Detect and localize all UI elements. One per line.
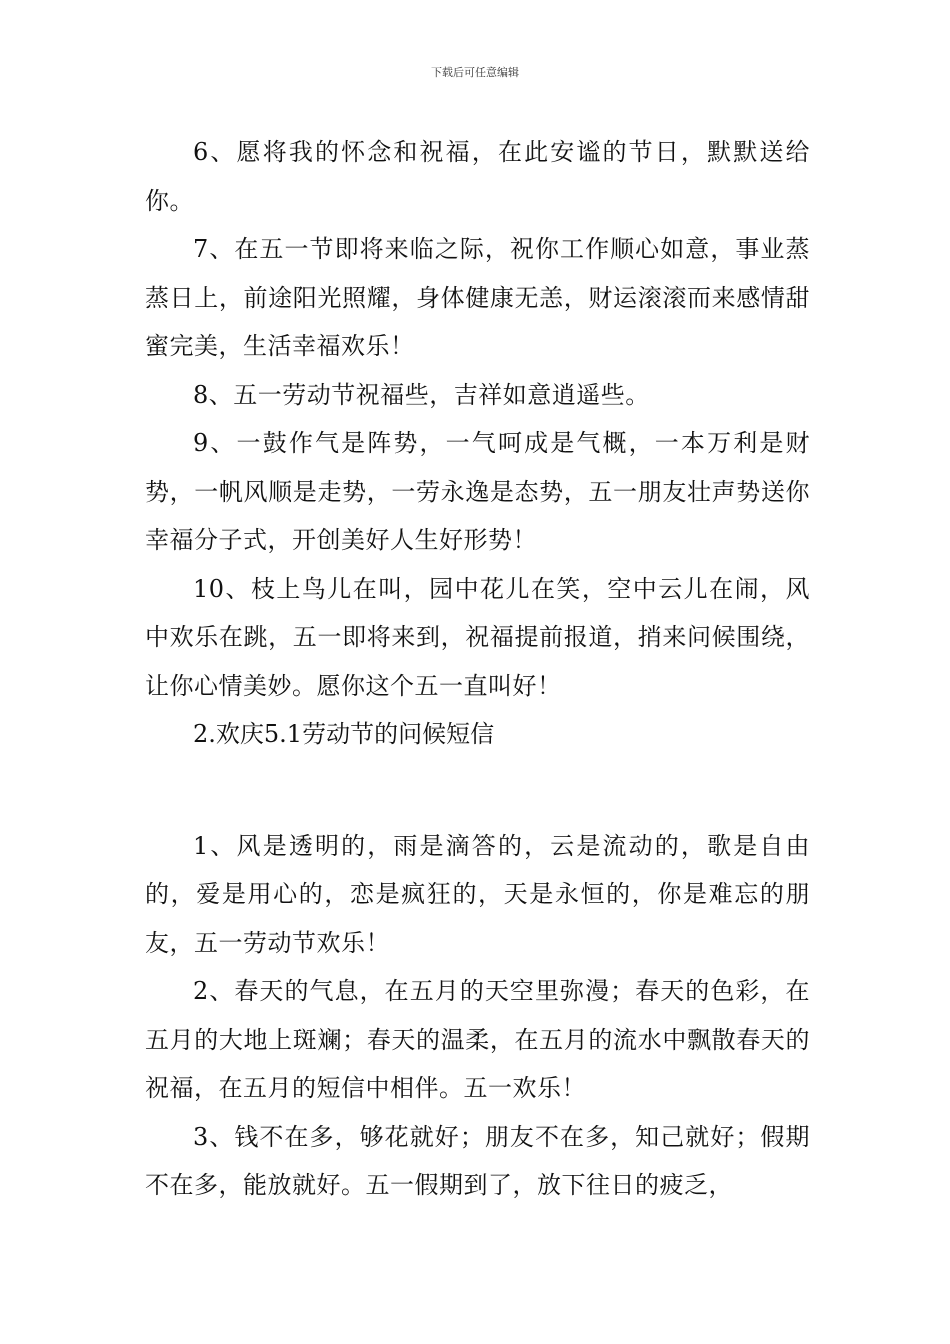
list-item: 7、在五一节即将来临之际，祝你工作顺心如意，事业蒸蒸日上，前途阳光照耀，身体健康无恙，财运滚滚而来感情甜蜜完美，生活幸福欢乐！	[145, 235, 810, 360]
list-item: 10、枝上鸟儿在叫，园中花儿在笑，空中云儿在闹，风中欢乐在跳，五一即将来到，祝福提前报道，捎来问候围绕，让你心情美妙。愿你这个五一直叫好！	[145, 574, 810, 700]
section-spacer	[145, 759, 810, 822]
section-heading: 2.欢庆5.1劳动节的问候短信	[193, 720, 495, 748]
list-item: 1、风是透明的，雨是滴答的，云是流动的，歌是自由的，爱是用心的，恋是疯狂的，天是永恒的，你是难忘的朋友，五一劳动节欢乐！	[145, 831, 810, 957]
list-item: 6、愿将我的怀念和祝福，在此安谧的节日，默默送给你。	[145, 138, 810, 215]
list-item: 8、五一劳动节祝福些，吉祥如意逍遥些。	[193, 380, 650, 409]
list-item: 3、钱不在多，够花就好；朋友不在多，知己就好；假期不在多，能放就好。五一假期到了，放下往日的疲乏，	[145, 1122, 810, 1199]
list-item: 2、春天的气息，在五月的天空里弥漫；春天的色彩，在五月的大地上斑斓；春天的温柔，在五月的流水中飘散春天的祝福，在五月的短信中相伴。五一欢乐！	[145, 977, 810, 1102]
page-header: 下载后可任意编辑	[431, 66, 519, 79]
list-item: 9、一鼓作气是阵势，一气呵成是气概，一本万利是财势，一帆风顺是走势，一劳永逸是态势，五一朋友壮声势送你幸福分子式，开创美好人生好形势！	[145, 429, 810, 554]
document-body	[145, 128, 810, 1210]
